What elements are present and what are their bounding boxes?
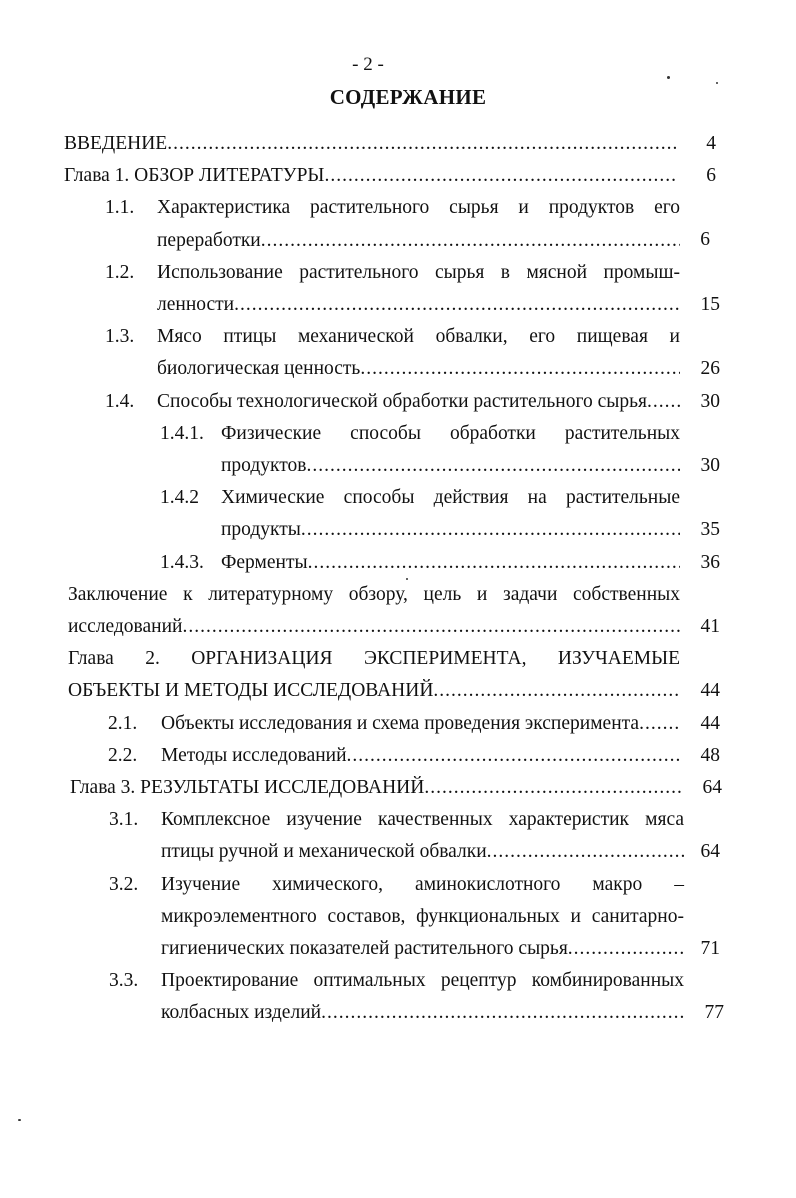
toc-entry-number: 1.2.: [105, 261, 135, 283]
toc-page-number: 6: [700, 229, 710, 251]
toc-entry-1-4-2: [160, 482, 720, 546]
scan-speck: [18, 1119, 21, 1121]
page-title: СОДЕРЖАНИЕ: [329, 85, 487, 109]
toc-page-number: 15: [700, 293, 720, 315]
toc-page-number: 26: [700, 358, 720, 380]
leader-dots: [167, 128, 676, 160]
toc-entry-introduction: [64, 128, 716, 160]
toc-entry-title: переработки: [157, 229, 261, 251]
toc-entry-1-1: [105, 192, 710, 256]
toc-entry-number: 1.3.: [105, 326, 135, 348]
toc-entry-line: Характеристика растительного сырья и продуктов его: [157, 197, 680, 219]
toc-page-number: 30: [700, 390, 720, 412]
toc-page-number: 4: [706, 133, 716, 154]
toc-entry-chapter-1: [64, 160, 716, 192]
toc-page-number: 6: [706, 165, 716, 187]
leader-dots: [424, 772, 682, 804]
toc-entry-number: 3.1.: [109, 809, 139, 831]
toc-entry-title: исследований: [68, 616, 183, 638]
toc-entry-line: Изучение химического, аминокислотного макро –: [161, 873, 684, 895]
toc-page-number: 64: [700, 841, 720, 863]
leader-dots: [487, 836, 684, 868]
toc-entry-conclusion: [68, 579, 720, 643]
leader-dots: [306, 450, 680, 482]
toc-entry-2-1: [108, 708, 720, 740]
toc-entry-3-2: [109, 869, 720, 966]
toc-entry-title: Объекты исследования и схема проведения эксперимента: [161, 712, 640, 734]
toc-entry-number: 1.1.: [105, 197, 135, 219]
toc-entry-title: продукты: [221, 519, 301, 541]
toc-page-number: 36: [700, 551, 720, 573]
toc-entry-title: ОБЪЕКТЫ И МЕТОДЫ ИССЛЕДОВАНИЙ: [68, 680, 434, 702]
toc-page-number: 71: [700, 937, 720, 959]
leader-dots: [261, 225, 680, 257]
toc-entry-1-2: [105, 257, 720, 321]
toc-entry-title: гигиенических показателей растительного сырья: [161, 938, 568, 960]
toc-entry-3-1: [109, 804, 720, 868]
leader-dots: [647, 386, 680, 418]
toc-entry-line: Глава 2. ОРГАНИЗАЦИЯ ЭКСПЕРИМЕНТА, ИЗУЧАЕМЫЕ: [68, 648, 680, 670]
leader-dots: [639, 708, 680, 740]
scan-speck: [406, 578, 408, 580]
leader-dots: [182, 611, 680, 643]
toc-entry-chapter-3: [70, 772, 722, 804]
toc-entry-line: Проектирование оптимальных рецептур комбинированных: [161, 970, 684, 992]
leader-dots: [324, 160, 676, 192]
toc-page-number: 77: [704, 1002, 724, 1024]
leader-dots: [321, 997, 684, 1029]
toc-page-number: 44: [700, 712, 720, 734]
scan-speck: [716, 82, 718, 84]
toc-entry-title: Глава 1. ОБЗОР ЛИТЕРАТУРЫ: [64, 165, 325, 187]
leader-dots: [234, 289, 680, 321]
toc-entry-line: Физические способы обработки растительных: [221, 422, 680, 444]
toc-entry-title: ленности: [157, 294, 235, 316]
toc-entry-1-4-1: [160, 418, 720, 482]
toc-page-number: 64: [702, 777, 722, 799]
toc-entry-2-2: [108, 740, 720, 772]
toc-entry-number: 1.4.1.: [160, 422, 204, 444]
toc-entry-number: 1.4.2: [160, 487, 199, 509]
toc-entry-number: 1.4.3.: [160, 551, 204, 573]
toc-entry-title: Методы исследований: [161, 744, 347, 766]
toc-entry-title: Ферменты: [221, 551, 308, 573]
toc-page-number: 41: [700, 615, 720, 637]
toc-entry-title: птицы ручной и механической обвалки: [161, 841, 487, 863]
toc-entry-title: продуктов: [221, 455, 307, 477]
toc-entry-number: 3.3.: [109, 970, 139, 992]
leader-dots: [360, 353, 680, 385]
toc-entry-line: Комплексное изучение качественных характеристик мяса: [161, 809, 684, 831]
toc-entry-title: колбасных изделий: [161, 1002, 322, 1024]
leader-dots: [301, 514, 680, 546]
toc-entry-3-3: [109, 965, 724, 1029]
toc-entry-1-4-3: [160, 547, 720, 579]
toc-entry-number: 2.2.: [108, 744, 138, 766]
toc-entry-line: микроэлементного составов, функциональных и санитарно-: [161, 905, 684, 927]
toc-entry-number: 3.2.: [109, 873, 139, 895]
scan-speck: [667, 76, 670, 79]
toc-entry-title: Глава 3. РЕЗУЛЬТАТЫ ИССЛЕДОВАНИЙ: [70, 777, 425, 799]
toc-page-number: 30: [700, 454, 720, 476]
toc-entry-line: Мясо птицы механической обвалки, его пищевая и: [157, 326, 680, 348]
toc-entry-line: Химические способы действия на растительные: [221, 487, 680, 509]
toc-entry-1-4: [105, 386, 720, 418]
leader-dots: [433, 675, 680, 707]
toc-page-number: 35: [700, 519, 720, 541]
toc-entry-title: ВВЕДЕНИЕ: [64, 133, 168, 154]
toc-entry-number: 1.4.: [105, 390, 135, 412]
leader-dots: [347, 740, 680, 772]
table-of-contents: [0, 128, 796, 1030]
toc-entry-title: Способы технологической обработки растительного сырья: [157, 390, 647, 412]
page-number: - 2 -: [352, 54, 384, 75]
toc-entry-1-3: [105, 321, 720, 385]
toc-entry-number: 2.1.: [108, 712, 138, 734]
toc-entry-line: Использование растительного сырья в мясной промыш-: [157, 261, 680, 283]
toc-page-number: 44: [700, 680, 720, 702]
toc-entry-chapter-2: [68, 643, 720, 707]
leader-dots: [308, 547, 680, 579]
toc-entry-line: Заключение к литературному обзору, цель и задачи собственных: [68, 583, 680, 605]
toc-entry-title: биологическая ценность: [157, 358, 361, 380]
toc-page-number: 48: [700, 744, 720, 766]
leader-dots: [568, 933, 684, 965]
